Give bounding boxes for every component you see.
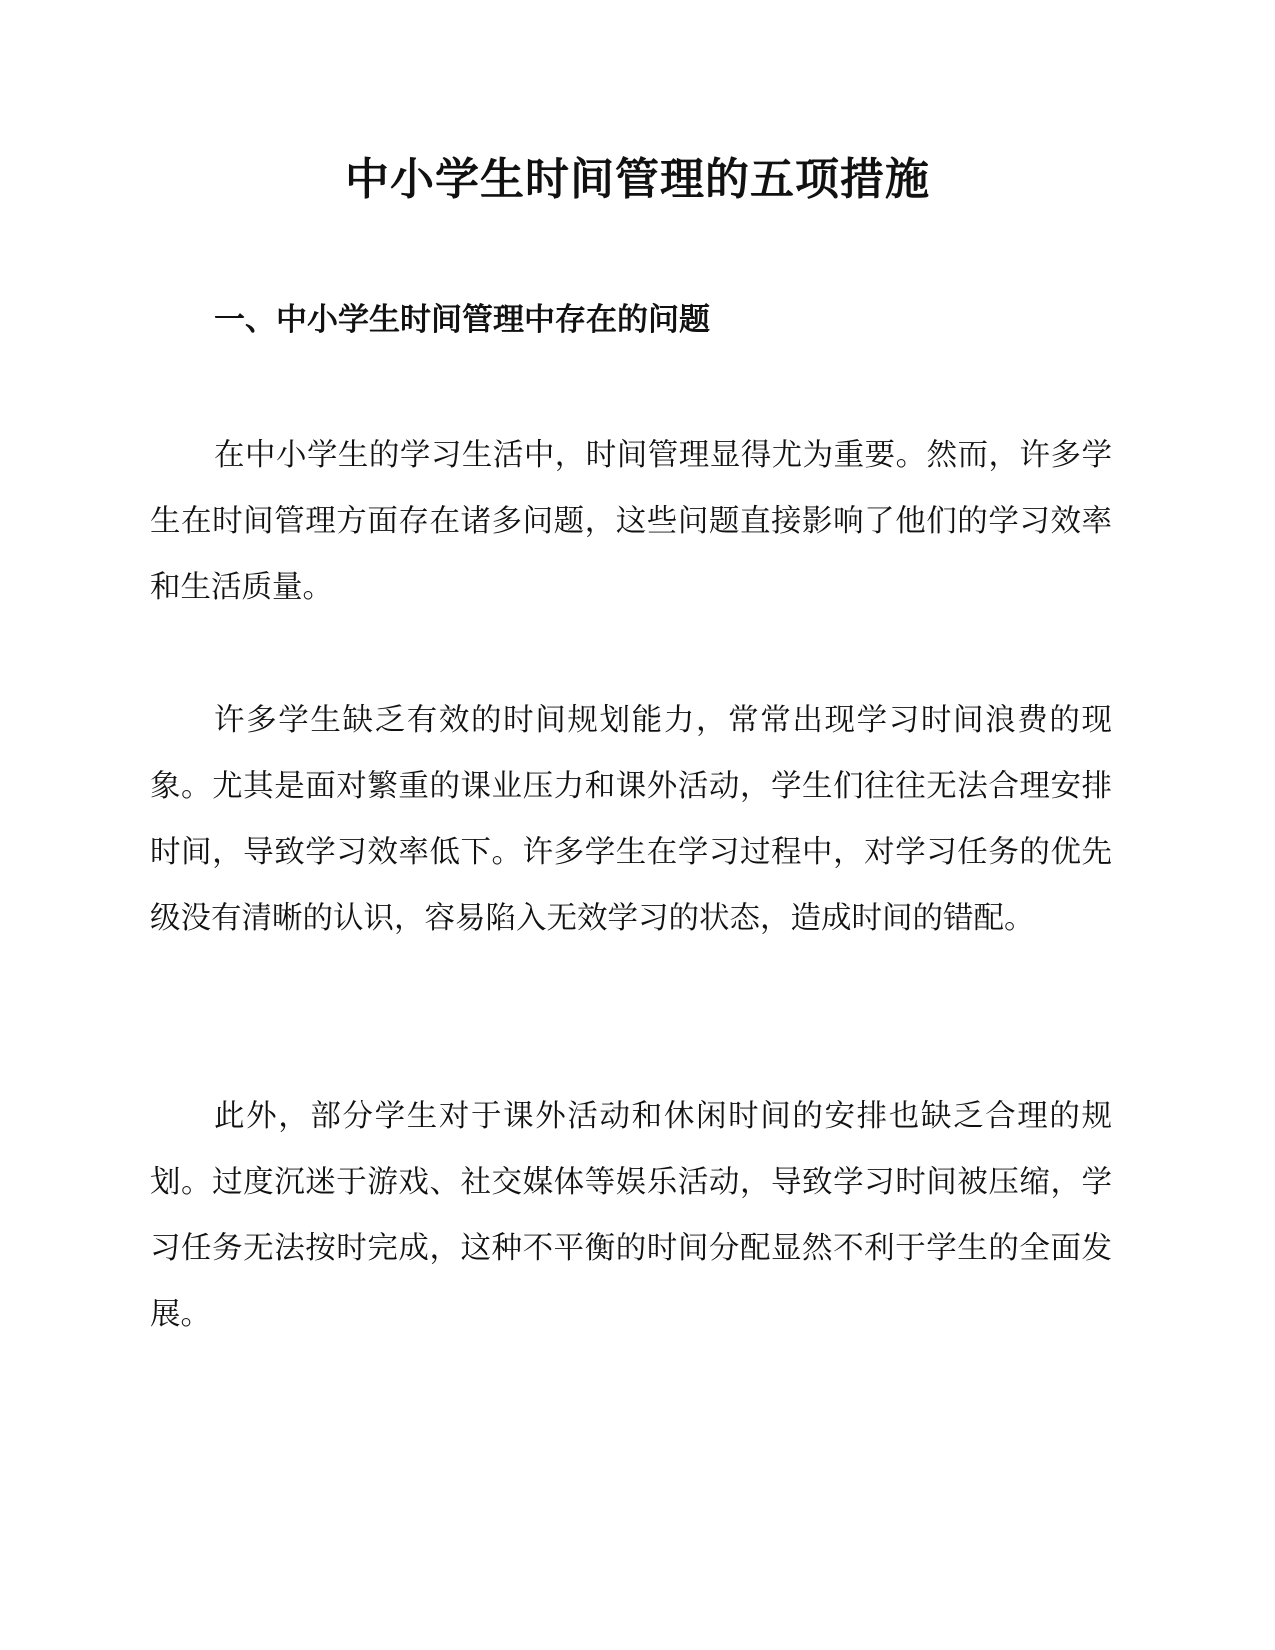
section-heading: 一、中小学生时间管理中存在的问题 [214, 302, 710, 338]
paragraph-2: 许多学生缺乏有效的时间规划能力，常常出现学习时间浪费的现象。尤其是面对繁重的课业压力和课外活动，学生们往往无法合理安排时间，导致学习效率低下。许多学生在学习过程中，对学习任务的优先级没有清晰的认识，容易陷入无效学习的状态，造成时间的错配。 [150, 703, 1112, 936]
paragraph-1: 在中小学生的学习生活中，时间管理显得尤为重要。然而，许多学生在时间管理方面存在诸多问题，这些问题直接影响了他们的学习效率和生活质量。 [150, 438, 1112, 605]
document-title: 中小学生时间管理的五项措施 [345, 154, 930, 205]
paragraph-3: 此外，部分学生对于课外活动和休闲时间的安排也缺乏合理的规划。过度沉迷于游戏、社交媒体等娱乐活动，导致学习时间被压缩，学习任务无法按时完成，这种不平衡的时间分配显然不利于学生的全面发展。 [150, 1099, 1112, 1332]
